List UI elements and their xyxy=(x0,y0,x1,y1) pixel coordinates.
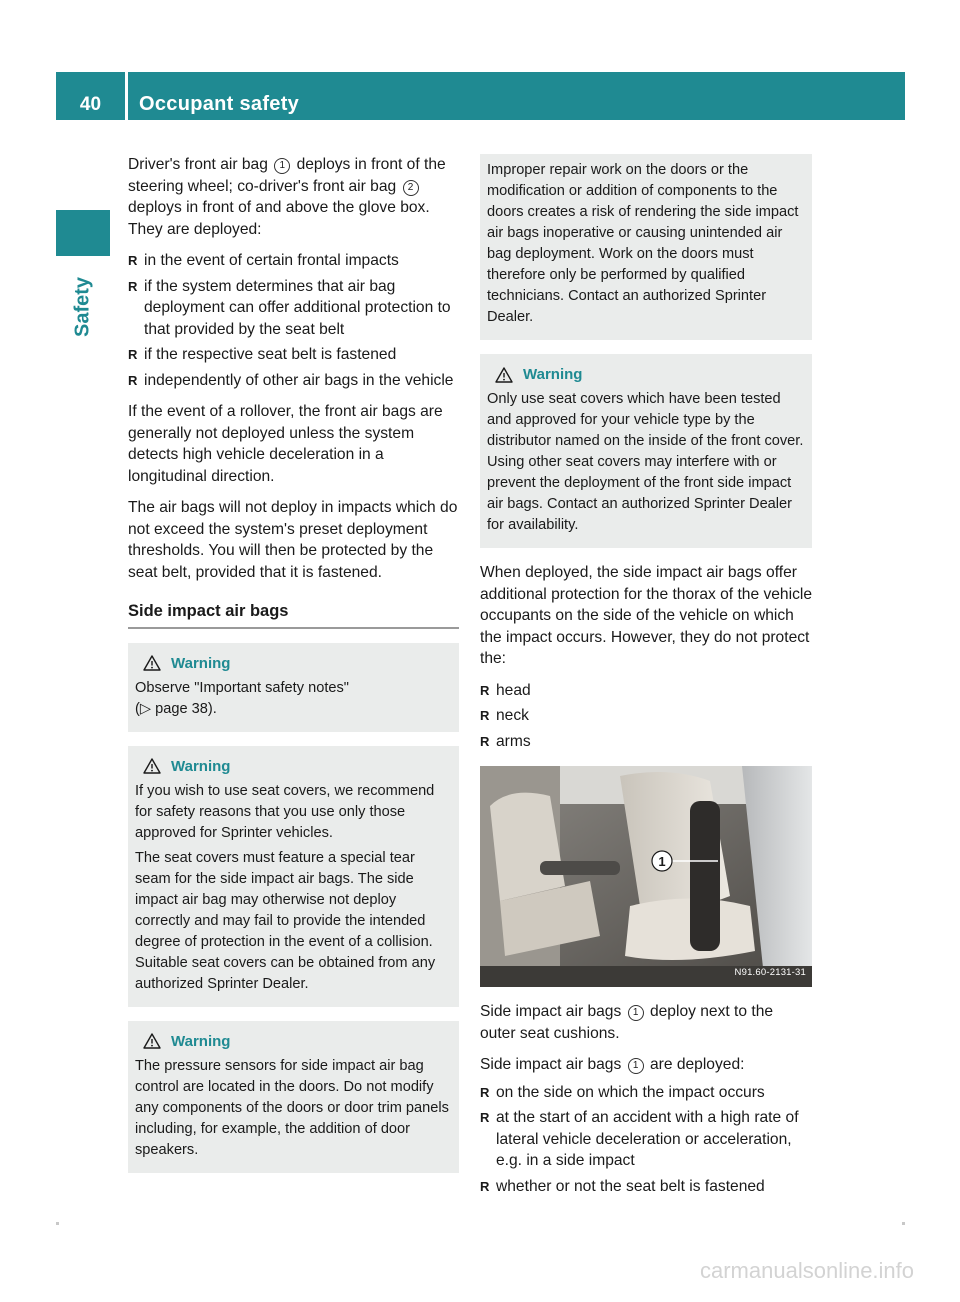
warning-text: Observe "Important safety notes" (▷ page 38). xyxy=(135,679,349,717)
side-tab-block xyxy=(56,210,110,256)
warning-box xyxy=(480,354,812,548)
warning-text: Improper repair work on the doors or the modification or addition of components to the doors creates a risk of rendering the side impact air bags inoperative or causing unintended air bag deployment. Work on the doors must therefore only be performed by qualified technicians. Contact an authorized Sprinter Dealer. xyxy=(487,162,799,325)
list-item: R if the respective seat belt is fastened xyxy=(128,344,459,366)
side-tab xyxy=(56,262,110,352)
warning-box-continued xyxy=(480,154,812,340)
list-item: R independently of other air bags in the vehicle xyxy=(128,370,459,392)
warning-box xyxy=(128,1021,459,1173)
warning-text: If you wish to use seat covers, we recommend for safety reasons that you use only those approved for Sprinter vehicles. xyxy=(135,782,435,841)
warning-header xyxy=(135,756,452,777)
list-item: R on the side on which the impact occurs xyxy=(480,1082,812,1104)
image-code: N91.60-2131-31 xyxy=(734,966,806,978)
intro-paragraph: Driver's front air bag 1 deploys in front of the steering wheel; co-driver's front air bag 2 deploys in front of and above the glove box. They are deployed: xyxy=(128,156,446,238)
warning-text: Only use seat covers which have been tested and approved for your vehicle type by the distributor named on the inside of the front cover. Using other seat covers may interfere with or prevent the deployment of the front side impact air bags. Contact an authorized Sprinter Dealer for availability. xyxy=(487,391,804,533)
seat-photo-illustration xyxy=(480,766,812,987)
warning-triangle-icon xyxy=(143,1033,161,1049)
deploy-next-paragraph: Side impact air bags 1 deploy next to the outer seat cushions. xyxy=(480,1003,774,1042)
callout-1-icon: 1 xyxy=(628,1058,644,1074)
warning-header xyxy=(487,364,805,385)
warning-header xyxy=(135,1031,452,1052)
rollover-paragraph: If the event of a rollover, the front air bags are generally not deployed unless the system detects high vehicle deceleration in a longitudinal direction. xyxy=(128,403,443,485)
list-item: R whether or not the seat belt is fastened xyxy=(480,1176,812,1198)
deployed-paragraph: When deployed, the side impact air bags offer additional protection for the thorax of the vehicle occupants on the side of the vehicle on which the impact occurs. However, they do not protect the: xyxy=(480,564,813,667)
thresholds-paragraph: The air bags will not deploy in impacts which do not exceed the system's preset deployment thresholds. You will then be protected by the seat belt, provided that it is fastened. xyxy=(128,499,458,581)
side-tab-label: Safety xyxy=(71,276,94,338)
page-reference-link[interactable]: (▷ page 38). xyxy=(135,700,217,717)
right-column xyxy=(480,154,812,1207)
warning-header xyxy=(135,653,452,674)
warning-title: Warning xyxy=(171,757,231,775)
side-airbag-conditions xyxy=(480,1082,812,1198)
photo-callout-label: 1 xyxy=(658,854,666,869)
warning-title: Warning xyxy=(171,1032,231,1050)
callout-1-icon: 1 xyxy=(628,1005,644,1021)
warning-triangle-icon xyxy=(143,758,161,774)
not-protected-list xyxy=(480,680,812,753)
warning-title: Warning xyxy=(523,366,583,383)
list-item: R in the event of certain frontal impacts xyxy=(128,250,459,272)
deployed-when-paragraph: Side impact air bags 1 are deployed: xyxy=(480,1056,745,1073)
seat-airbag-photo xyxy=(480,766,812,987)
footer-dot xyxy=(902,1222,905,1225)
page-number: 40 xyxy=(79,94,102,115)
list-item: R neck xyxy=(480,705,812,727)
warning-triangle-icon xyxy=(143,655,161,671)
footer-watermark: carmanualsonline.info xyxy=(700,1258,915,1283)
warning-box xyxy=(128,643,459,732)
left-column xyxy=(128,154,459,1187)
callout-1-icon: 1 xyxy=(274,158,290,174)
front-airbag-conditions xyxy=(128,250,459,391)
list-item: R arms xyxy=(480,731,812,753)
footer-dot xyxy=(56,1222,59,1225)
header-divider xyxy=(125,72,128,120)
warning-title: Warning xyxy=(171,654,231,672)
warning-text: The pressure sensors for side impact air bag control are located in the doors. Do not modify any components of the doors or door trim panels including, for example, the addition of door speakers. xyxy=(135,1057,449,1158)
list-item: R at the start of an accident with a high rate of lateral vehicle deceleration or acceleration, e.g. in a side impact xyxy=(480,1107,812,1172)
warning-text: The seat covers must feature a special tear seam for the side impact air bags. The side impact air bag may otherwise not deploy correctly and may fail to provide the intended degree of protection in the event of a collision. Suitable seat covers can be obtained from any authorized Sprinter Dealer. xyxy=(135,849,436,992)
page-title: Occupant safety xyxy=(139,93,300,115)
warning-box xyxy=(128,746,459,1007)
section-heading: Side impact air bags xyxy=(128,601,459,629)
list-item: R if the system determines that air bag deployment can offer additional protection to that provided by the seat belt xyxy=(128,276,459,341)
warning-triangle-icon xyxy=(495,367,513,383)
list-item: R head xyxy=(480,680,812,702)
callout-2-icon: 2 xyxy=(403,180,419,196)
